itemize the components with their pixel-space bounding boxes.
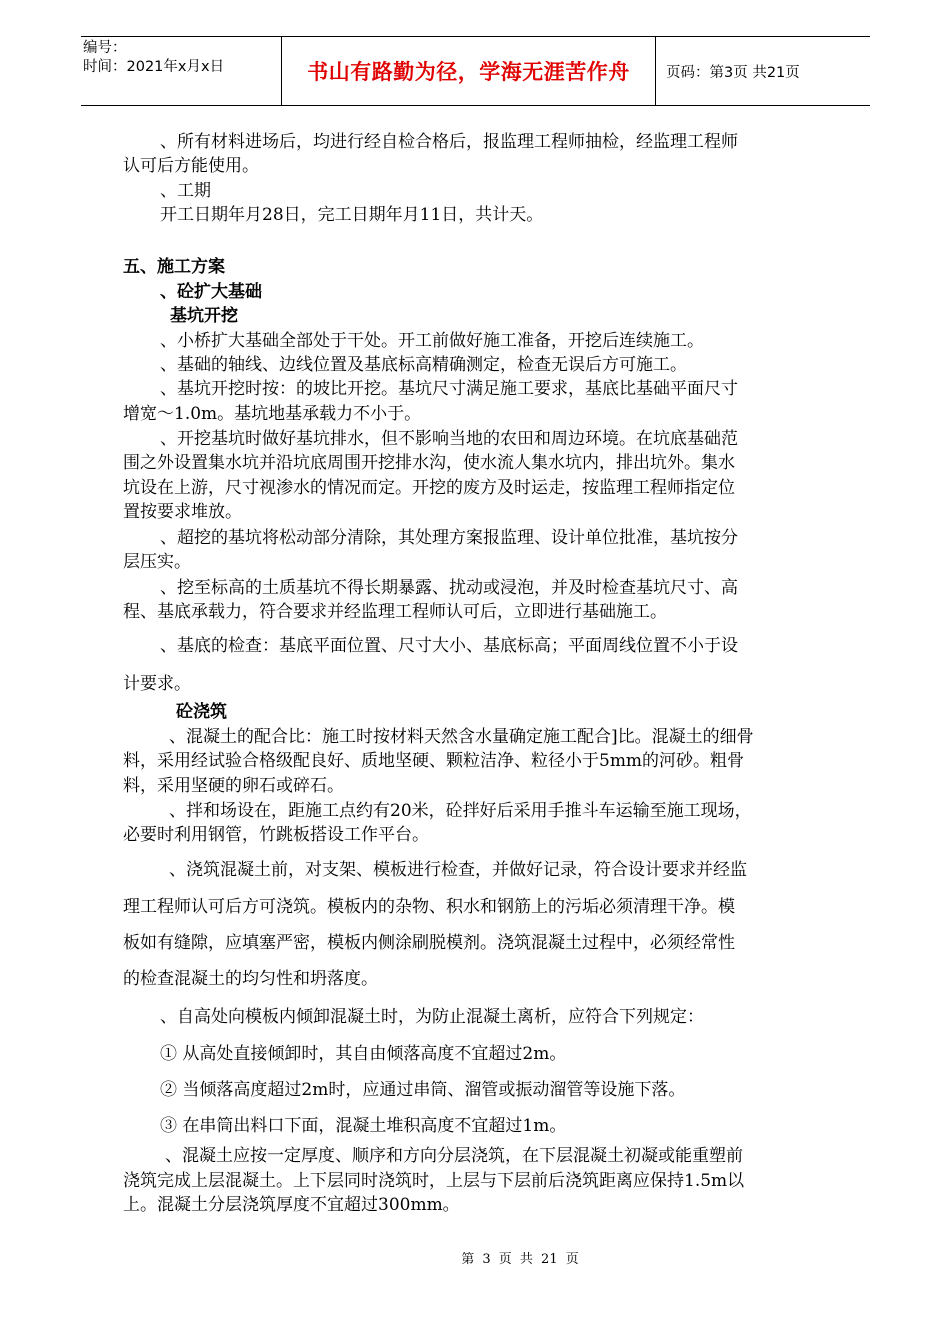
header-motto-cell (281, 37, 656, 105)
document-number: 编号： (83, 40, 127, 56)
paragraph-line: 、浇筑混凝土前，对支架、模板进行检查，并做好记录，符合设计要求并经监 (169, 860, 747, 880)
paragraph-line: 理工程师认可后方可浇筑。模板内的杂物、积水和钢筋上的污垢必须清理干净。模 (123, 897, 735, 917)
subsubsection-heading: 基坑开挖 (170, 306, 238, 326)
paragraph-line: 、工期 (160, 181, 211, 201)
paragraph-line: 认可后方能使用。 (123, 156, 259, 176)
paragraph-line: 板如有缝隙，应填塞严密，模板内侧涂刷脱模剂。浇筑混凝土过程中，必须经常性 (123, 933, 735, 953)
paragraph-line: 、小桥扩大基础全部处于干处。开工前做好施工准备，开挖后连续施工。 (160, 331, 704, 351)
paragraph-line: 、基坑开挖时按：的坡比开挖。基坑尺寸满足施工要求，基底比基础平面尺寸 (160, 379, 738, 399)
list-item: ③ 在串筒出料口下面，混凝土堆积高度不宜超过1m。 (160, 1116, 567, 1136)
paragraph-line: 、超挖的基坑将松动部分清除，其处理方案报监理、设计单位批准，基坑按分 (160, 528, 738, 548)
paragraph-line: 的检查混凝土的均匀性和坍落度。 (123, 969, 378, 989)
header-meta (81, 37, 281, 105)
list-item: ① 从高处直接倾卸时，其自由倾落高度不宜超过2m。 (160, 1044, 567, 1064)
paragraph-line: 、基础的轴线、边线位置及基底标高精确测定，检查无误后方可施工。 (160, 355, 687, 375)
list-item: ② 当倾落高度超过2m时，应通过串筒、溜管或振动溜管等设施下落。 (160, 1080, 686, 1100)
paragraph-line: 程、基底承载力，符合要求并经监理工程师认可后，立即进行基础施工。 (123, 602, 667, 622)
paragraph-line: 、拌和场设在，距施工点约有20米，砼拌好后采用手推斗车运输至施工现场， (169, 801, 752, 821)
section-heading: 五、施工方案 (123, 257, 225, 277)
page-footer: 第 3 页 共 21 页 (461, 1252, 579, 1267)
paragraph-line: 、混凝土应按一定厚度、顺序和方向分层浇筑，在下层混凝土初凝或能重塑前 (165, 1146, 743, 1166)
paragraph-line: 开工日期年月28日，完工日期年月11日，共计天。 (160, 205, 544, 225)
paragraph-line: 增宽～1.0m。基坑地基承载力不小于。 (123, 404, 422, 424)
subsubsection-heading: 砼浇筑 (176, 702, 227, 722)
document-date: 时间：2021年x月x日 (83, 59, 225, 75)
paragraph-line: 置按要求堆放。 (123, 502, 242, 522)
paragraph-line: 坑设在上游，尺寸视渗水的情况而定。开挖的废方及时运走，按监理工程师指定位 (123, 478, 735, 498)
paragraph-line: 、挖至标高的土质基坑不得长期暴露、扰动或浸泡，并及时检查基坑尺寸、高 (160, 578, 738, 598)
paragraph-line: 、混凝土的配合比：施工时按材料天然含水量确定施工配合]比。混凝土的细骨 (169, 727, 754, 747)
header-page-number: 页码：第3页 共21页 (666, 64, 800, 81)
paragraph-line: 层压实。 (123, 552, 191, 572)
paragraph-line: 必要时利用钢管，竹跳板搭设工作平台。 (123, 825, 429, 845)
header-motto: 书山有路勤为径，学海无涯苦作舟 (307, 60, 630, 84)
paragraph-line: 计要求。 (123, 674, 191, 694)
paragraph-line: 浇筑完成上层混凝土。上下层同时浇筑时，上层与下层前后浇筑距离应保持1.5m以 (123, 1171, 745, 1191)
paragraph-line: 料，采用坚硬的卵石或碎石。 (123, 776, 344, 796)
subsection-heading: 、砼扩大基础 (160, 282, 262, 302)
paragraph-line: 料，采用经试验合格级配良好、质地坚硬、颗粒洁净、粒径小于5mm的河砂。粗骨 (123, 751, 745, 771)
paragraph-line: 围之外设置集水坑并沿坑底周围开挖排水沟，使水流人集水坑内，排出坑外。集水 (123, 453, 735, 473)
paragraph-line: 、自高处向模板内倾卸混凝土时，为防止混凝土离析，应符合下列规定： (160, 1007, 704, 1027)
paragraph-line: 上。混凝土分层浇筑厚度不宜超过300mm。 (123, 1195, 460, 1215)
paragraph-line: 、基底的检查：基底平面位置、尺寸大小、基底标高；平面周线位置不小于设 (160, 636, 738, 656)
page-header (81, 36, 870, 106)
paragraph-line: 、开挖基坑时做好基坑排水，但不影响当地的农田和周边环境。在坑底基础范 (160, 429, 738, 449)
paragraph-line: 、所有材料进场后，均进行经自检合格后，报监理工程师抽检，经监理工程师 (160, 132, 738, 152)
